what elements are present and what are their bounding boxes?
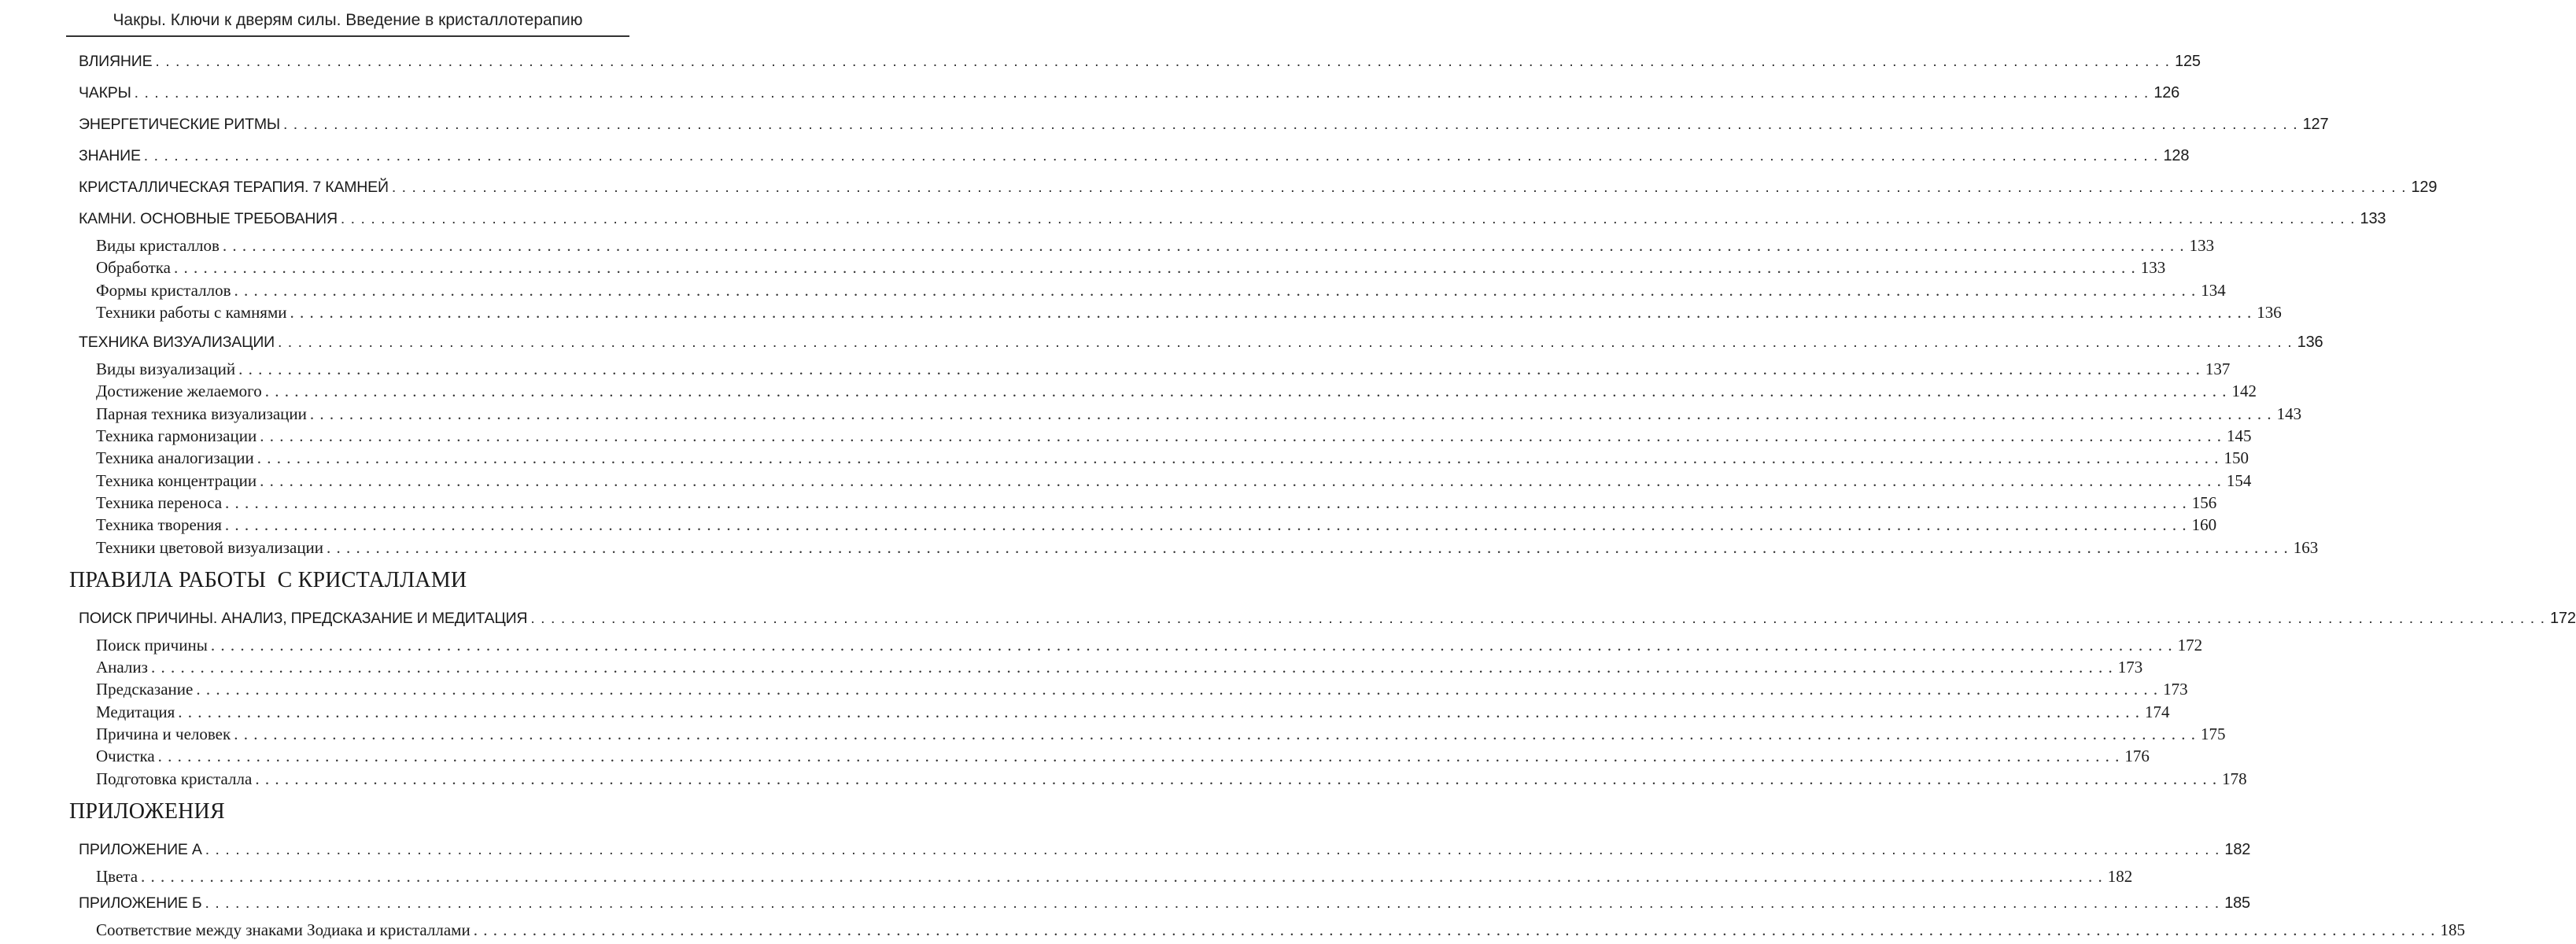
dot-leader: . . . . . . . . . . . . . . . . . . . . . . . . . . . . . . . . . . . . . . . . . . . . . . . . . . . . . . . . . . . . . . . . . . . . . . . . . . . . . . . . . . . . . . . . . . . . . . . . . . . . . . . . . . . . . . . . . . . . . . . . . . . . . . . . . . . . . . . . . . . . . . . . . . . . . . . . . . . . . . . . . . . . . . . . . . . . . . . . . . . . . . . . . . . . . . . . . . . . . . . . [282, 116, 2298, 133]
part-heading-rules[interactable]: ПРАВИЛА РАБОТЫ С КРИСТАЛЛАМИ [69, 567, 467, 592]
toc-chapter-title: ЗНАНИЕ [79, 147, 141, 164]
dot-leader: . . . . . . . . . . . . . . . . . . . . . . . . . . . . . . . . . . . . . . . . . . . . . . . . . . . . . . . . . . . . . . . . . . . . . . . . . . . . . . . . . . . . . . . . . . . . . . . . . . . . . . . . . . . . . . . . . . . . . . . . . . . . . . . . . . . . . . . . . . . . . . . . . . . . . . . . . . . . . . . . . . . . . . . . . . . . . . . . . . . . . . . . . . . . . . . . . . . . . . . . [157, 747, 2120, 766]
toc-chapter-row[interactable] [79, 326, 2323, 358]
toc-subsection-title: Предсказание [96, 680, 194, 699]
dot-leader: . . . . . . . . . . . . . . . . . . . . . . . . . . . . . . . . . . . . . . . . . . . . . . . . . . . . . . . . . . . . . . . . . . . . . . . . . . . . . . . . . . . . . . . . . . . . . . . . . . . . . . . . . . . . . . . . . . . . . . . . . . . . . . . . . . . . . . . . . . . . . . . . . . . . . . . . . . . . . . . . . . . . . . . . . . . . . . . . . . . . . . . . . . . . . . . . . . . . . . . . [340, 210, 2356, 227]
toc-page-number: 142 [2231, 382, 2257, 401]
dot-leader: . . . . . . . . . . . . . . . . . . . . . . . . . . . . . . . . . . . . . . . . . . . . . . . . . . . . . . . . . . . . . . . . . . . . . . . . . . . . . . . . . . . . . . . . . . . . . . . . . . . . . . . . . . . . . . . . . . . . . . . . . . . . . . . . . . . . . . . . . . . . . . . . . . . . . . . . . . . . . . . . . . . . . . . . . . . . . . . . . . . . . . . . . . . . . . . . . . . . . . . . [205, 894, 2220, 913]
toc-page-number: 136 [2297, 334, 2323, 352]
toc-subsection-row[interactable] [96, 745, 2150, 767]
toc-subsection-title: Техника творения [96, 515, 222, 535]
toc-page-number: 126 [2153, 84, 2180, 101]
toc-page-number: 173 [2163, 680, 2188, 699]
header-rule [66, 35, 629, 37]
toc-subsection-row[interactable] [96, 537, 2319, 559]
toc-chapter-row[interactable] [79, 77, 2180, 109]
dot-leader: . . . . . . . . . . . . . . . . . . . . . . . . . . . . . . . . . . . . . . . . . . . . . . . . . . . . . . . . . . . . . . . . . . . . . . . . . . . . . . . . . . . . . . . . . . . . . . . . . . . . . . . . . . . . . . . . . . . . . . . . . . . . . . . . . . . . . . . . . . . . . . . . . . . . . . . . . . . . . . . . . . . . . . . . . . . . . . . . . . . . . . . . . . . . . . . . . . . . . . . . [238, 360, 2201, 379]
toc-chapter-row[interactable] [79, 171, 2438, 203]
toc-page-number: 150 [2224, 448, 2249, 468]
toc-chapter-title: ПРИЛОЖЕНИЕ Б [79, 894, 202, 913]
toc-page-number: 172 [2550, 609, 2576, 627]
toc-subsection-title: Достижение желаемого [96, 382, 262, 401]
toc-subsection-title: Подготовка кристалла [96, 769, 253, 788]
toc-subsection-title: Причина и человек [96, 725, 231, 744]
toc-page-number: 143 [2276, 404, 2302, 423]
toc-page-number: 160 [2191, 515, 2217, 535]
dot-leader: . . . . . . . . . . . . . . . . . . . . . . . . . . . . . . . . . . . . . . . . . . . . . . . . . . . . . . . . . . . . . . . . . . . . . . . . . . . . . . . . . . . . . . . . . . . . . . . . . . . . . . . . . . . . . . . . . . . . . . . . . . . . . . . . . . . . . . . . . . . . . . . . . . . . . . . . . . . . . . . . . . . . . . . . . . . . . . . . . . . . . . . . . . . . . . . . . . . . . . . . [260, 426, 2222, 446]
dot-leader: . . . . . . . . . . . . . . . . . . . . . . . . . . . . . . . . . . . . . . . . . . . . . . . . . . . . . . . . . . . . . . . . . . . . . . . . . . . . . . . . . . . . . . . . . . . . . . . . . . . . . . . . . . . . . . . . . . . . . . . . . . . . . . . . . . . . . . . . . . . . . . . . . . . . . . . . . . . . . . . . . . . . . . . . . . . . . . . . . . . . . . . . . . . . . . . . . . . . . . . . [134, 84, 2150, 101]
toc-chapter-row[interactable] [79, 887, 2250, 919]
toc-subsection-title: Виды визуализаций [96, 360, 236, 379]
chapter-list-a [0, 46, 2438, 234]
toc-subsection-row[interactable] [96, 301, 2282, 323]
dot-leader: . . . . . . . . . . . . . . . . . . . . . . . . . . . . . . . . . . . . . . . . . . . . . . . . . . . . . . . . . . . . . . . . . . . . . . . . . . . . . . . . . . . . . . . . . . . . . . . . . . . . . . . . . . . . . . . . . . . . . . . . . . . . . . . . . . . . . . . . . . . . . . . . . . . . . . . . . . . . . . . . . . . . . . . . . . . . . . . . . . . . . . . . . . . . . . . . . . . . . . . . [150, 658, 2113, 677]
toc-subsection-title: Техника концентрации [96, 470, 257, 490]
toc-chapter-row[interactable] [79, 109, 2329, 140]
toc-subsection-title: Техника аналогизации [96, 448, 254, 468]
toc-subsection-row[interactable] [96, 678, 2188, 700]
toc-subsection-title: Обработка [96, 258, 171, 278]
dot-leader: . . . . . . . . . . . . . . . . . . . . . . . . . . . . . . . . . . . . . . . . . . . . . . . . . . . . . . . . . . . . . . . . . . . . . . . . . . . . . . . . . . . . . . . . . . . . . . . . . . . . . . . . . . . . . . . . . . . . . . . . . . . . . . . . . . . . . . . . . . . . . . . . . . . . . . . . . . . . . . . . . . . . . . . . . . . . . . . . . . . . . . . . . . . . . . . . . . . . . . . . [222, 236, 2185, 255]
toc-page-number: 134 [2201, 280, 2226, 300]
toc-subsection-row[interactable] [96, 514, 2217, 536]
part-heading-appendix[interactable]: ПРИЛОЖЕНИЯ [69, 798, 225, 824]
toc-page-number: 163 [2293, 537, 2319, 557]
toc-chapter-title: ВЛИЯНИЕ [79, 53, 153, 70]
toc-subsection-row[interactable] [96, 403, 2302, 425]
dot-leader: . . . . . . . . . . . . . . . . . . . . . . . . . . . . . . . . . . . . . . . . . . . . . . . . . . . . . . . . . . . . . . . . . . . . . . . . . . . . . . . . . . . . . . . . . . . . . . . . . . . . . . . . . . . . . . . . . . . . . . . . . . . . . . . . . . . . . . . . . . . . . . . . . . . . . . . . . . . . . . . . . . . . . . . . . . . . . . . . . . . . . . . . . . . . . . . . . . . . . . . . [264, 382, 2227, 401]
toc-subsection-row[interactable] [96, 447, 2249, 469]
toc-subsection-title: Техники цветовой визуализации [96, 537, 324, 557]
toc-chapter-row[interactable] [79, 603, 2576, 634]
toc-chapter-title: КАМНИ. ОСНОВНЫЕ ТРЕБОВАНИЯ [79, 210, 338, 227]
toc-page-number: 133 [2360, 210, 2386, 227]
dot-leader: . . . . . . . . . . . . . . . . . . . . . . . . . . . . . . . . . . . . . . . . . . . . . . . . . . . . . . . . . . . . . . . . . . . . . . . . . . . . . . . . . . . . . . . . . . . . . . . . . . . . . . . . . . . . . . . . . . . . . . . . . . . . . . . . . . . . . . . . . . . . . . . . . . . . . . . . . . . . . . . . . . . . . . . . . . . . . . . . . . . . . . . . . . . . . . . . . . . . . . . . [530, 609, 2545, 627]
visualization-subsections [0, 358, 2319, 559]
toc-subsection-title: Техника переноса [96, 492, 223, 512]
toc-subsection-row[interactable] [96, 919, 2465, 941]
dot-leader: . . . . . . . . . . . . . . . . . . . . . . . . . . . . . . . . . . . . . . . . . . . . . . . . . . . . . . . . . . . . . . . . . . . . . . . . . . . . . . . . . . . . . . . . . . . . . . . . . . . . . . . . . . . . . . . . . . . . . . . . . . . . . . . . . . . . . . . . . . . . . . . . . . . . . . . . . . . . . . . . . . . . . . . . . . . . . . . . . . . . . . . . . . . . . . . . . . . . . . . . [391, 179, 2407, 196]
dot-leader: . . . . . . . . . . . . . . . . . . . . . . . . . . . . . . . . . . . . . . . . . . . . . . . . . . . . . . . . . . . . . . . . . . . . . . . . . . . . . . . . . . . . . . . . . . . . . . . . . . . . . . . . . . . . . . . . . . . . . . . . . . . . . . . . . . . . . . . . . . . . . . . . . . . . . . . . . . . . . . . . . . . . . . . . . . . . . . . . . . . . . . . . . . . . . . . . . . . . . . . . [256, 448, 2220, 468]
toc-subsection-row[interactable] [96, 256, 2166, 278]
toc-page-number: 133 [2189, 236, 2215, 255]
toc-subsection-title: Парная техника визуализации [96, 404, 307, 423]
dot-leader: . . . . . . . . . . . . . . . . . . . . . . . . . . . . . . . . . . . . . . . . . . . . . . . . . . . . . . . . . . . . . . . . . . . . . . . . . . . . . . . . . . . . . . . . . . . . . . . . . . . . . . . . . . . . . . . . . . . . . . . . . . . . . . . . . . . . . . . . . . . . . . . . . . . . . . . . . . . . . . . . . . . . . . . . . . . . . . . . . . . . . . . . . . . . . . . . . . . . . . . . [309, 404, 2272, 423]
toc-subsection-title: Формы кристаллов [96, 280, 231, 300]
toc-subsection-title: Соответствие между знаками Зодиака и кристаллами [96, 920, 471, 940]
toc-subsection-row[interactable] [96, 380, 2257, 402]
toc-subsection-row[interactable] [96, 425, 2252, 447]
toc-chapter-row[interactable] [79, 834, 2251, 865]
toc-subsection-title: Виды кристаллов [96, 236, 220, 255]
toc-subsection-row[interactable] [96, 701, 2170, 723]
toc-subsection-title: Медитация [96, 702, 175, 721]
toc-subsection-title: Поиск причины [96, 635, 208, 655]
dot-leader: . . . . . . . . . . . . . . . . . . . . . . . . . . . . . . . . . . . . . . . . . . . . . . . . . . . . . . . . . . . . . . . . . . . . . . . . . . . . . . . . . . . . . . . . . . . . . . . . . . . . . . . . . . . . . . . . . . . . . . . . . . . . . . . . . . . . . . . . . . . . . . . . . . . . . . . . . . . . . . . . . . . . . . . . . . . . . . . . . . . . . . . . . . . . . . . . . . . . . . . . [210, 635, 2173, 655]
toc-page-number: 176 [2124, 747, 2150, 766]
toc-page-number: 172 [2177, 635, 2203, 655]
dot-leader: . . . . . . . . . . . . . . . . . . . . . . . . . . . . . . . . . . . . . . . . . . . . . . . . . . . . . . . . . . . . . . . . . . . . . . . . . . . . . . . . . . . . . . . . . . . . . . . . . . . . . . . . . . . . . . . . . . . . . . . . . . . . . . . . . . . . . . . . . . . . . . . . . . . . . . . . . . . . . . . . . . . . . . . . . . . . . . . . . . . . . . . . . . . . . . . . . . . . . . . . [225, 492, 2187, 512]
toc-chapter-title: КРИСТАЛЛИЧЕСКАЯ ТЕРАПИЯ. 7 КАМНЕЙ [79, 179, 389, 196]
toc-page-number: 174 [2145, 702, 2170, 721]
toc-chapter-title: ПРИЛОЖЕНИЕ А [79, 840, 202, 858]
toc-subsection-row[interactable] [96, 492, 2217, 514]
toc-page-number: 137 [2205, 360, 2231, 379]
toc-subsection-row[interactable] [96, 723, 2226, 745]
toc-chapter-title: ЧАКРЫ [79, 84, 131, 101]
toc-page-number: 173 [2117, 658, 2143, 677]
toc-chapter-row[interactable] [79, 140, 2190, 171]
toc-chapter-row[interactable] [79, 203, 2386, 234]
toc-subsection-row[interactable] [96, 634, 2203, 656]
toc-page-number: 128 [2163, 147, 2190, 164]
toc-subsection-row[interactable] [96, 768, 2247, 790]
toc-subsection-row[interactable] [96, 234, 2215, 256]
dot-leader: . . . . . . . . . . . . . . . . . . . . . . . . . . . . . . . . . . . . . . . . . . . . . . . . . . . . . . . . . . . . . . . . . . . . . . . . . . . . . . . . . . . . . . . . . . . . . . . . . . . . . . . . . . . . . . . . . . . . . . . . . . . . . . . . . . . . . . . . . . . . . . . . . . . . . . . . . . . . . . . . . . . . . . . . . . . . . . . . . . . . . . . . . . . . . . . . . . . . . . . . [173, 258, 2136, 278]
dot-leader: . . . . . . . . . . . . . . . . . . . . . . . . . . . . . . . . . . . . . . . . . . . . . . . . . . . . . . . . . . . . . . . . . . . . . . . . . . . . . . . . . . . . . . . . . . . . . . . . . . . . . . . . . . . . . . . . . . . . . . . . . . . . . . . . . . . . . . . . . . . . . . . . . . . . . . . . . . . . . . . . . . . . . . . . . . . . . . . . . . . . . . . . . . . . . . . . . . . . . . . . [473, 920, 2436, 940]
running-header: Чакры. Ключи к дверям силы. Введение в кристаллотерапию [113, 11, 583, 29]
toc-page-number: 185 [2440, 920, 2465, 940]
toc-subsection-title: Техники работы с камнями [96, 302, 287, 322]
toc-subsection-row[interactable] [96, 656, 2143, 678]
toc-page-number: 136 [2257, 302, 2282, 322]
toc-page-number: 145 [2226, 426, 2252, 446]
dot-leader: . . . . . . . . . . . . . . . . . . . . . . . . . . . . . . . . . . . . . . . . . . . . . . . . . . . . . . . . . . . . . . . . . . . . . . . . . . . . . . . . . . . . . . . . . . . . . . . . . . . . . . . . . . . . . . . . . . . . . . . . . . . . . . . . . . . . . . . . . . . . . . . . . . . . . . . . . . . . . . . . . . . . . . . . . . . . . . . . . . . . . . . . . . . . . . . . . . . . . . . . [234, 725, 2196, 744]
toc-subsection-title: Очистка [96, 747, 155, 766]
dot-leader: . . . . . . . . . . . . . . . . . . . . . . . . . . . . . . . . . . . . . . . . . . . . . . . . . . . . . . . . . . . . . . . . . . . . . . . . . . . . . . . . . . . . . . . . . . . . . . . . . . . . . . . . . . . . . . . . . . . . . . . . . . . . . . . . . . . . . . . . . . . . . . . . . . . . . . . . . . . . . . . . . . . . . . . . . . . . . . . . . . . . . . . . . . . . . . . . . . . . . . . . [143, 147, 2159, 164]
toc-subsection-row[interactable] [96, 865, 2133, 887]
dot-leader: . . . . . . . . . . . . . . . . . . . . . . . . . . . . . . . . . . . . . . . . . . . . . . . . . . . . . . . . . . . . . . . . . . . . . . . . . . . . . . . . . . . . . . . . . . . . . . . . . . . . . . . . . . . . . . . . . . . . . . . . . . . . . . . . . . . . . . . . . . . . . . . . . . . . . . . . . . . . . . . . . . . . . . . . . . . . . . . . . . . . . . . . . . . . . . . . . . . . . . . . [178, 702, 2141, 721]
dot-leader: . . . . . . . . . . . . . . . . . . . . . . . . . . . . . . . . . . . . . . . . . . . . . . . . . . . . . . . . . . . . . . . . . . . . . . . . . . . . . . . . . . . . . . . . . . . . . . . . . . . . . . . . . . . . . . . . . . . . . . . . . . . . . . . . . . . . . . . . . . . . . . . . . . . . . . . . . . . . . . . . . . . . . . . . . . . . . . . . . . . . . . . . . . . . . . . . . . . . . . . . [277, 334, 2293, 352]
toc-subsection-row[interactable] [96, 358, 2231, 380]
toc-chapter-title: ЭНЕРГЕТИЧЕСКИЕ РИТМЫ [79, 116, 280, 133]
search-subsections [0, 634, 2247, 790]
toc-page-number: 182 [2107, 866, 2133, 886]
toc-subsection-title: Техника гармонизации [96, 426, 257, 446]
toc-chapter-row[interactable] [79, 46, 2201, 77]
toc-chapter-title: ПОИСК ПРИЧИНЫ. АНАЛИЗ, ПРЕДСКАЗАНИЕ И МЕДИТАЦИЯ [79, 609, 528, 627]
toc-page-number: 185 [2224, 894, 2250, 913]
toc-page-number: 156 [2191, 492, 2217, 512]
dot-leader: . . . . . . . . . . . . . . . . . . . . . . . . . . . . . . . . . . . . . . . . . . . . . . . . . . . . . . . . . . . . . . . . . . . . . . . . . . . . . . . . . . . . . . . . . . . . . . . . . . . . . . . . . . . . . . . . . . . . . . . . . . . . . . . . . . . . . . . . . . . . . . . . . . . . . . . . . . . . . . . . . . . . . . . . . . . . . . . . . . . . . . . . . . . . . . . . . . . . . . . . [196, 680, 2159, 699]
toc-page-number: 127 [2302, 116, 2329, 133]
toc-subsection-row[interactable] [96, 470, 2252, 492]
toc-subsection-title: Анализ [96, 658, 148, 677]
dot-leader: . . . . . . . . . . . . . . . . . . . . . . . . . . . . . . . . . . . . . . . . . . . . . . . . . . . . . . . . . . . . . . . . . . . . . . . . . . . . . . . . . . . . . . . . . . . . . . . . . . . . . . . . . . . . . . . . . . . . . . . . . . . . . . . . . . . . . . . . . . . . . . . . . . . . . . . . . . . . . . . . . . . . . . . . . . . . . . . . . . . . . . . . . . . . . . . . . . . . . . . . [260, 470, 2222, 490]
dot-leader: . . . . . . . . . . . . . . . . . . . . . . . . . . . . . . . . . . . . . . . . . . . . . . . . . . . . . . . . . . . . . . . . . . . . . . . . . . . . . . . . . . . . . . . . . . . . . . . . . . . . . . . . . . . . . . . . . . . . . . . . . . . . . . . . . . . . . . . . . . . . . . . . . . . . . . . . . . . . . . . . . . . . . . . . . . . . . . . . . . . . . . . . . . . . . . . . . . . . . . . . [205, 840, 2220, 858]
dot-leader: . . . . . . . . . . . . . . . . . . . . . . . . . . . . . . . . . . . . . . . . . . . . . . . . . . . . . . . . . . . . . . . . . . . . . . . . . . . . . . . . . . . . . . . . . . . . . . . . . . . . . . . . . . . . . . . . . . . . . . . . . . . . . . . . . . . . . . . . . . . . . . . . . . . . . . . . . . . . . . . . . . . . . . . . . . . . . . . . . . . . . . . . . . . . . . . . . . . . . . . . [327, 537, 2289, 557]
toc-page-number: 175 [2200, 725, 2226, 744]
toc-subsection-title: Цвета [96, 866, 138, 886]
table-of-contents [0, 46, 2576, 942]
toc-page-number: 182 [2224, 840, 2251, 858]
toc-subsection-row[interactable] [96, 279, 2226, 301]
dot-leader: . . . . . . . . . . . . . . . . . . . . . . . . . . . . . . . . . . . . . . . . . . . . . . . . . . . . . . . . . . . . . . . . . . . . . . . . . . . . . . . . . . . . . . . . . . . . . . . . . . . . . . . . . . . . . . . . . . . . . . . . . . . . . . . . . . . . . . . . . . . . . . . . . . . . . . . . . . . . . . . . . . . . . . . . . . . . . . . . . . . . . . . . . . . . . . . . . . . . . . . . [234, 280, 2197, 300]
toc-page-number: 154 [2226, 470, 2252, 490]
toc-chapter-title: ТЕХНИКА ВИЗУАЛИЗАЦИИ [79, 334, 275, 352]
toc-page-number: 178 [2222, 769, 2247, 788]
dot-leader: . . . . . . . . . . . . . . . . . . . . . . . . . . . . . . . . . . . . . . . . . . . . . . . . . . . . . . . . . . . . . . . . . . . . . . . . . . . . . . . . . . . . . . . . . . . . . . . . . . . . . . . . . . . . . . . . . . . . . . . . . . . . . . . . . . . . . . . . . . . . . . . . . . . . . . . . . . . . . . . . . . . . . . . . . . . . . . . . . . . . . . . . . . . . . . . . . . . . . . . . [141, 866, 2103, 886]
dot-leader: . . . . . . . . . . . . . . . . . . . . . . . . . . . . . . . . . . . . . . . . . . . . . . . . . . . . . . . . . . . . . . . . . . . . . . . . . . . . . . . . . . . . . . . . . . . . . . . . . . . . . . . . . . . . . . . . . . . . . . . . . . . . . . . . . . . . . . . . . . . . . . . . . . . . . . . . . . . . . . . . . . . . . . . . . . . . . . . . . . . . . . . . . . . . . . . . . . . . . . . . [290, 302, 2253, 322]
toc-page-number: 129 [2411, 179, 2438, 196]
dot-leader: . . . . . . . . . . . . . . . . . . . . . . . . . . . . . . . . . . . . . . . . . . . . . . . . . . . . . . . . . . . . . . . . . . . . . . . . . . . . . . . . . . . . . . . . . . . . . . . . . . . . . . . . . . . . . . . . . . . . . . . . . . . . . . . . . . . . . . . . . . . . . . . . . . . . . . . . . . . . . . . . . . . . . . . . . . . . . . . . . . . . . . . . . . . . . . . . . . . . . . . . [255, 769, 2218, 788]
dot-leader: . . . . . . . . . . . . . . . . . . . . . . . . . . . . . . . . . . . . . . . . . . . . . . . . . . . . . . . . . . . . . . . . . . . . . . . . . . . . . . . . . . . . . . . . . . . . . . . . . . . . . . . . . . . . . . . . . . . . . . . . . . . . . . . . . . . . . . . . . . . . . . . . . . . . . . . . . . . . . . . . . . . . . . . . . . . . . . . . . . . . . . . . . . . . . . . . . . . . . . . . [224, 515, 2187, 535]
dot-leader: . . . . . . . . . . . . . . . . . . . . . . . . . . . . . . . . . . . . . . . . . . . . . . . . . . . . . . . . . . . . . . . . . . . . . . . . . . . . . . . . . . . . . . . . . . . . . . . . . . . . . . . . . . . . . . . . . . . . . . . . . . . . . . . . . . . . . . . . . . . . . . . . . . . . . . . . . . . . . . . . . . . . . . . . . . . . . . . . . . . . . . . . . . . . . . . . . . . . . . . . [155, 53, 2171, 70]
toc-page-number: 125 [2175, 53, 2201, 70]
toc-page-number: 133 [2140, 258, 2166, 278]
stones-subsections [0, 234, 2282, 323]
